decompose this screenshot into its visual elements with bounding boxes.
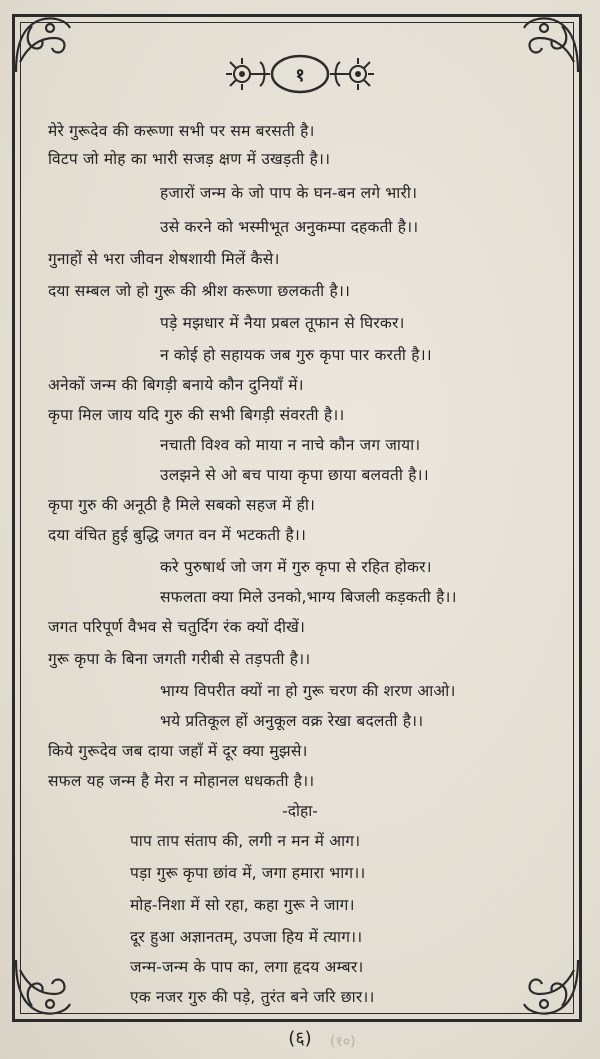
doha-line: पाप ताप संताप की, लगी न मन में आग। [130, 832, 361, 850]
poem-line: मेरे गुरूदेव की करूणा सभी पर सम बरसती है। [48, 122, 315, 140]
poem-line: गुरू कृपा के बिना जगती गरीबी से तड़पती है।। [48, 650, 311, 668]
doha-line: एक नजर गुरु की पड़े, तुरंत बने जरि छार।। [130, 988, 375, 1006]
doha-line: पड़ा गुरू कृपा छांव में, जगा हमारा भाग।। [130, 864, 366, 882]
poem-line: जगत परिपूर्ण वैभव से चतुर्दिग रंक क्यों दीखें। [48, 618, 306, 636]
poem-line: सफलता क्या मिले उनको,भाग्य बिजली कड़कती है।। [160, 588, 457, 606]
doha-line: दूर हुआ अज्ञानतम्, उपजा हिय में त्याग।। [130, 928, 363, 946]
corner-ornament-bottom-right [514, 950, 584, 1020]
poem-line: किये गुरूदेव जब दाया जहाँ में दूर क्या मुझसे। [48, 742, 308, 760]
poem-line: करे पुरुषार्थ जो जग में गुरु कृपा से रहित होकर। [160, 558, 432, 576]
corner-ornament-top-left [10, 12, 80, 82]
poem-line: कृपा मिल जाय यदि गुरु की सभी बिगड़ी संवरती है।। [48, 406, 345, 424]
poem-line: दया सम्बल जो हो गुरू की श्रीश करूणा छलकती है।। [48, 282, 351, 300]
poem-line: न कोई हो सहायक जब गुरु कृपा पार करती है।। [160, 346, 432, 364]
poem-line: उलझने से ओ बच पाया कृपा छाया बलवती है।। [160, 466, 429, 484]
poem-line: कृपा गुरु की अनूठी है मिले सबको सहज में ही। [48, 496, 316, 514]
poem-line: विटप जो मोह का भारी सजड़ क्षण में उखड़ती है।। [48, 150, 331, 168]
doha-line: मोह-निशा में सो रहा, कहा गुरू ने जाग। [130, 896, 355, 914]
poem-line: उसे करने को भस्मीभूत अनुकम्पा दहकती है।। [160, 218, 419, 236]
doha-line: जन्म-जन्म के पाप का, लगा हृदय अम्बर। [130, 958, 364, 976]
bleed-through-page-number: (१०) [330, 1034, 356, 1050]
poem-line: पड़े मझधार में नैया प्रबल तूफान से घिरकर। [160, 314, 405, 332]
poem-line: दया वंचित हुई बुद्धि जगत वन में भटकती है।। [48, 526, 307, 544]
poem-line: गुनाहों से भरा जीवन शेषशायी मिलें कैसे। [48, 250, 280, 268]
poem-line: सफल यह जन्म है मेरा न मोहानल धधकती है।। [48, 772, 315, 790]
poem-line: भये प्रतिकूल हों अनुकूल वक्र रेखा बदलती है।। [160, 712, 424, 730]
poem-line: हजारों जन्म के जो पाप के घन-बन लगे भारी। [160, 184, 418, 202]
poem-line: अनेकों जन्म की बिगड़ी बनाये कौन दुनियाँ में। [48, 376, 304, 394]
corner-ornament-bottom-left [10, 950, 80, 1020]
page-number-top: १ [295, 65, 305, 86]
doha-heading: -दोहा- [282, 802, 318, 820]
poem-line: भाग्य विपरीत क्यों ना हो गुरू चरण की शरण आओ। [160, 682, 456, 700]
corner-ornament-top-right [514, 12, 584, 82]
poem-line: नचाती विश्व को माया न नाचे कौन जग जाया। [160, 436, 421, 454]
page-number-footer: (६) [288, 1028, 312, 1049]
